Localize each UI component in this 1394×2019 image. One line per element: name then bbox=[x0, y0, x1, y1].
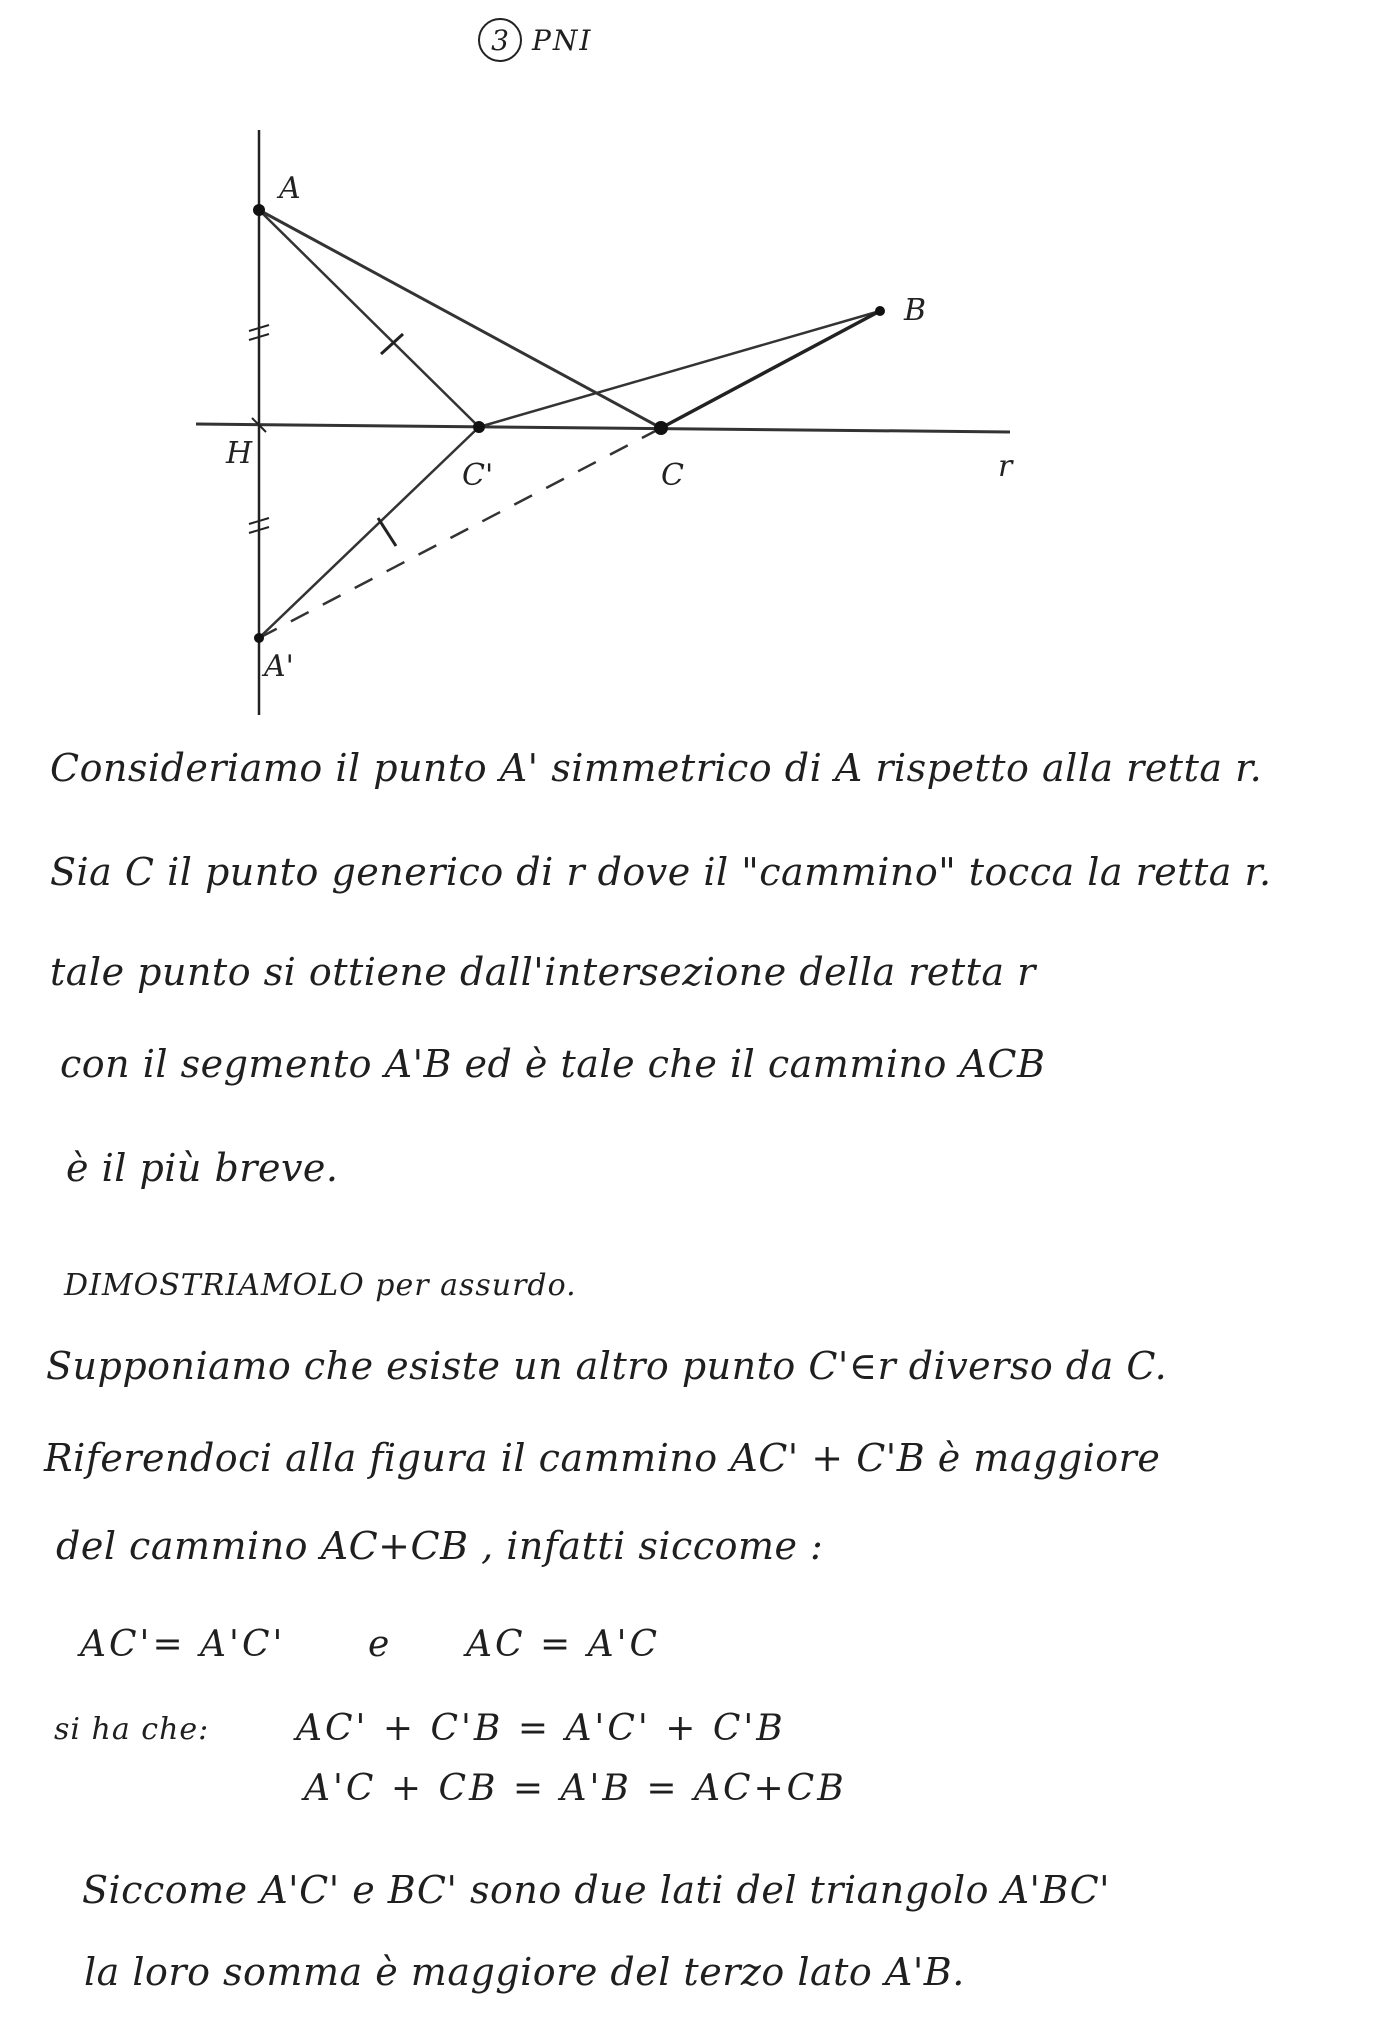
text-line-5: è il più breve. bbox=[66, 1146, 339, 1190]
label-B: B bbox=[904, 293, 927, 328]
text-line-2: Sia C il punto generico di r dove il "cammino" tocca la retta r. bbox=[50, 850, 1272, 894]
proof-line-3: del cammino AC+CB , infatti siccome : bbox=[56, 1524, 824, 1568]
equation-line-2: A'C + CB = A'B = AC+CB bbox=[304, 1768, 847, 1809]
label-A: A bbox=[279, 171, 301, 206]
equation-prefix: si ha che: bbox=[54, 1712, 210, 1747]
segment-Cprime-B bbox=[479, 311, 880, 427]
point-Aprime bbox=[254, 633, 264, 643]
conclusion-line-1: Siccome A'C' e BC' sono due lati del triangolo A'BC' bbox=[82, 1868, 1111, 1912]
label-r: r bbox=[998, 449, 1013, 484]
problem-number-circle: 3 bbox=[478, 18, 522, 62]
tick-mark-AprimeCprime bbox=[378, 518, 396, 546]
text-line-3: tale punto si ottiene dall'intersezione della retta r bbox=[50, 950, 1036, 994]
proof-line-2: Riferendoci alla figura il cammino AC' + C'B è maggiore bbox=[44, 1436, 1161, 1480]
equation-ACprime: AC'= A'C' bbox=[80, 1624, 286, 1665]
segment-A-C bbox=[259, 210, 661, 428]
segment-C-B bbox=[661, 311, 880, 428]
point-Cprime bbox=[473, 421, 485, 433]
label-C: C bbox=[661, 458, 684, 493]
equation-and: e bbox=[368, 1624, 393, 1665]
segment-A-Cprime bbox=[259, 210, 479, 427]
point-B bbox=[875, 306, 885, 316]
label-H: H bbox=[226, 436, 253, 471]
point-C bbox=[654, 421, 668, 435]
label-Cprime: C' bbox=[462, 458, 494, 493]
conclusion-line-2: la loro somma è maggiore del terzo lato A'B. bbox=[84, 1950, 965, 1994]
dashed-segment-Aprime-C bbox=[259, 428, 661, 638]
proof-title: DIMOSTRIAMOLO per assurdo. bbox=[64, 1268, 577, 1303]
equation-AC: AC = A'C bbox=[466, 1624, 661, 1665]
segment-Aprime-Cprime bbox=[259, 427, 479, 638]
text-line-4: con il segmento A'B ed è tale che il cammino ACB bbox=[60, 1042, 1046, 1086]
tick-mark-ACprime bbox=[381, 334, 403, 354]
line-r bbox=[196, 424, 1010, 432]
text-line-1: Consideriamo il punto A' simmetrico di A rispetto alla retta r. bbox=[50, 746, 1263, 790]
label-Aprime: A' bbox=[264, 649, 294, 684]
proof-line-1: Supponiamo che esiste un altro punto C'∈r diverso da C. bbox=[46, 1344, 1168, 1388]
problem-code: PNI bbox=[532, 23, 593, 57]
equation-line-1: AC' + C'B = A'C' + C'B bbox=[296, 1708, 786, 1749]
geometry-figure bbox=[0, 0, 1394, 720]
point-A bbox=[253, 204, 265, 216]
